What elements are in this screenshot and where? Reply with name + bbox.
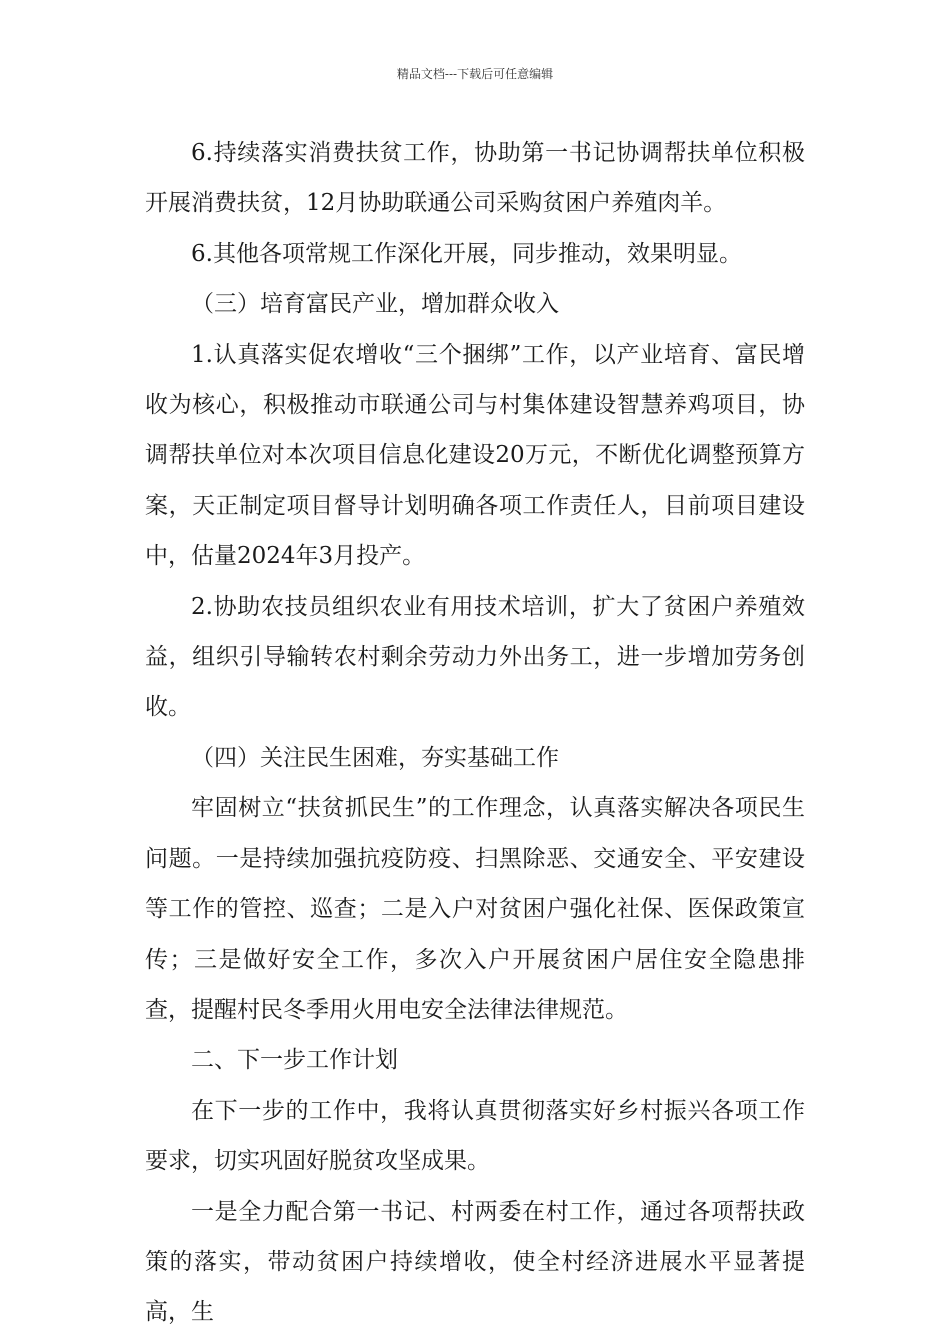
- paragraph-technical-training: 2.协助农技员组织农业有用技术培训，扩大了贫困户养殖效益，组织引导输转农村剩余劳动力外出务工，进一步增加劳务创收。: [145, 593, 805, 721]
- section-heading-industry: （三）培育富民产业，增加群众收入: [191, 291, 559, 318]
- paragraph-plan-item-one: 一是全力配合第一书记、村两委在村工作，通过各项帮扶政策的落实，带动贫困户持续增收，使全村经济进展水平显著提高，生: [145, 1198, 805, 1326]
- paragraph-next-plan-intro: 在下一步的工作中，我将认真贯彻落实好乡村振兴各项工作要求，切实巩固好脱贫攻坚成果。: [145, 1097, 805, 1175]
- page-header: 精品文档---下载后可任意编辑: [396, 67, 554, 81]
- paragraph-routine-work: 6.其他各项常规工作深化开展，同步推动，效果明显。: [191, 240, 742, 267]
- document-body: [145, 128, 805, 1338]
- section-heading-livelihood: （四）关注民生困难，夯实基础工作: [191, 744, 559, 771]
- section-heading-next-plan: 二、下一步工作计划: [191, 1047, 398, 1074]
- paragraph-consumption-poverty: 6.持续落实消费扶贫工作，协助第一书记协调帮扶单位积极开展消费扶贫，12月协助联通公司采购贫困户养殖肉羊。: [145, 140, 805, 217]
- paragraph-livelihood-work: 牢固树立“扶贫抓民生”的工作理念，认真落实解决各项民生问题。一是持续加强抗疫防疫、扫黑除恶、交通安全、平安建设等工作的管控、巡查；二是入户对贫困户强化社保、医保政策宣传；三是做好安全工作，多次入户开展贫困户居住安全隐患排查，提醒村民冬季用火用电安全法律法律规范。: [145, 795, 805, 1023]
- paragraph-chicken-project: 1.认真落实促农增收“三个捆绑”工作，以产业培育、富民增收为核心，积极推动市联通公司与村集体建设智慧养鸡项目，协调帮扶单位对本次项目信息化建设20万元，不断优化调整预算方案，天正制定项目督导计划明确各项工作责任人，目前项目建设中，估量2024年3月投产。: [145, 341, 805, 570]
